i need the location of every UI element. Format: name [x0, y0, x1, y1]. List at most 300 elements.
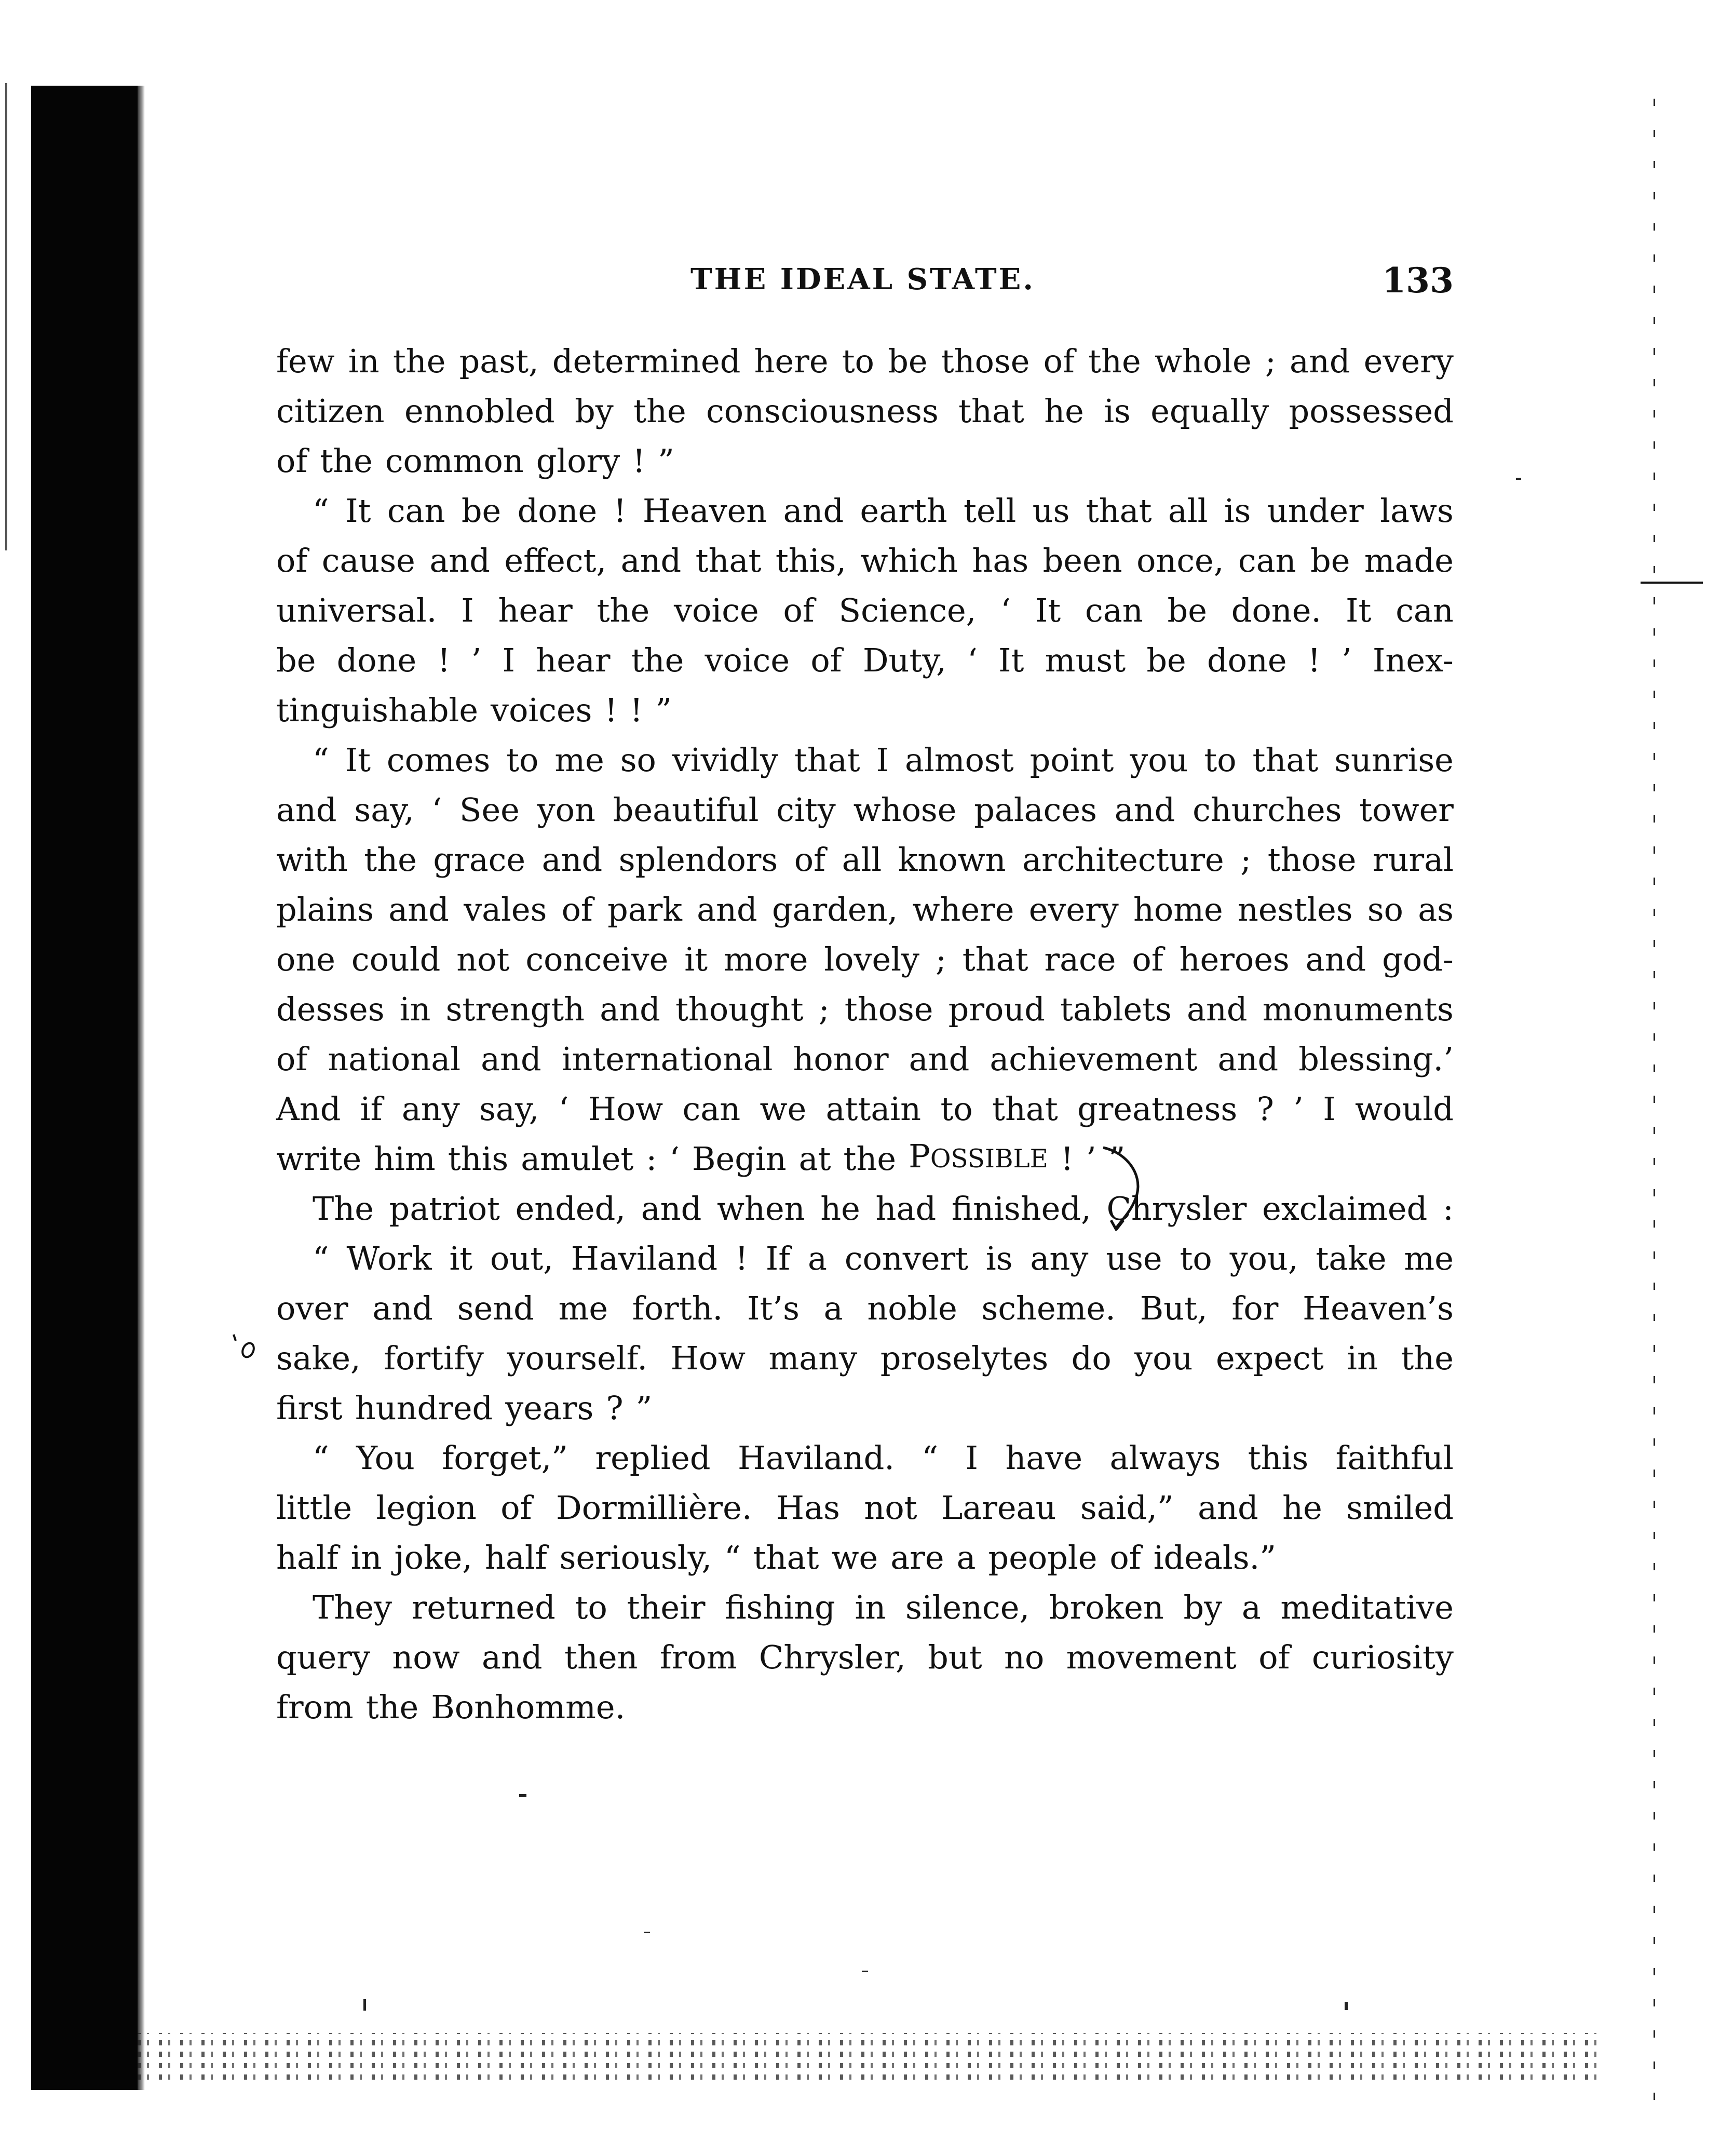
word: !	[630, 691, 643, 729]
word: can	[1238, 542, 1296, 580]
word: all	[1168, 492, 1208, 530]
word: point	[1029, 741, 1114, 779]
word: Duty,	[862, 641, 946, 679]
word: would	[1355, 1090, 1454, 1128]
word: ”	[1108, 1140, 1126, 1178]
word: Science,	[838, 591, 977, 629]
word: hear	[498, 591, 573, 629]
text-line	[276, 685, 1454, 735]
word: can	[682, 1090, 741, 1128]
word: of	[1132, 940, 1163, 978]
word: “	[313, 741, 329, 779]
word: churches	[1193, 791, 1342, 829]
word: Dormillière.	[556, 1489, 752, 1527]
word: and	[276, 791, 337, 829]
word: seriously,	[559, 1539, 712, 1576]
word: that	[695, 542, 762, 580]
word: query	[276, 1638, 370, 1676]
text-line	[276, 1184, 1454, 1234]
word: honor	[793, 1040, 889, 1078]
word: Haviland	[571, 1239, 718, 1277]
word: be	[1167, 591, 1207, 629]
word: I	[876, 741, 889, 779]
word: POSSIBLE	[909, 1137, 1048, 1175]
word: we	[831, 1539, 878, 1576]
word: to	[1180, 1239, 1212, 1277]
text-line	[276, 1633, 1454, 1682]
word: be	[1310, 542, 1350, 580]
word: known	[898, 841, 1006, 879]
word: exclaimed	[1262, 1190, 1428, 1228]
scan-speck	[644, 1932, 650, 1933]
right-edge-mark	[1641, 582, 1703, 584]
word: I	[965, 1439, 979, 1477]
page-number: 133	[1382, 260, 1454, 301]
word: splendors	[618, 841, 778, 879]
word: meditative	[1280, 1588, 1454, 1626]
word: god-	[1382, 940, 1454, 978]
word: can	[1396, 591, 1454, 629]
word: and	[1305, 940, 1366, 978]
word: is	[1224, 492, 1251, 530]
word: had	[875, 1190, 937, 1228]
word: ?	[1256, 1090, 1274, 1128]
word: tablets	[1060, 990, 1172, 1028]
word: Lareau	[941, 1489, 1056, 1527]
word: “	[724, 1539, 741, 1576]
word: ;	[818, 990, 830, 1028]
text-line	[276, 1084, 1454, 1134]
word: use	[1106, 1239, 1162, 1277]
word: has	[972, 542, 1029, 580]
word: so	[620, 741, 656, 779]
word: no	[1004, 1638, 1045, 1676]
word: !	[735, 1239, 748, 1277]
word: nestles	[1237, 891, 1353, 928]
word: tinguishable	[276, 691, 479, 729]
word: ’	[1293, 1090, 1304, 1128]
word: as	[1418, 891, 1454, 928]
word: proselytes	[880, 1339, 1049, 1377]
word: in	[855, 1588, 886, 1626]
text-line	[276, 985, 1454, 1034]
word: sake,	[276, 1339, 361, 1377]
word: legion	[376, 1489, 477, 1527]
word: all	[842, 841, 882, 879]
word: How	[670, 1339, 746, 1377]
word: expect	[1215, 1339, 1324, 1377]
word: race	[1044, 940, 1116, 978]
text-line	[276, 1682, 1454, 1732]
word: and	[388, 891, 449, 928]
word: be	[888, 342, 928, 380]
text-line	[276, 1383, 1454, 1433]
word: and	[372, 1289, 433, 1327]
word: any	[1030, 1239, 1089, 1277]
word: done.	[1231, 591, 1322, 629]
word: !	[1307, 641, 1321, 679]
word: sunrise	[1334, 741, 1454, 779]
word: I	[461, 591, 474, 629]
word: ;	[1265, 342, 1276, 380]
word: be	[1146, 641, 1186, 679]
word: any	[401, 1090, 460, 1128]
word: and	[482, 1638, 543, 1676]
word: that	[992, 1090, 1058, 1128]
word: now	[392, 1638, 460, 1676]
word: hear	[536, 641, 611, 679]
word: under	[1267, 492, 1364, 530]
word: and	[429, 542, 490, 580]
word: the	[597, 591, 650, 629]
word: one	[276, 940, 335, 978]
word: ‘	[558, 1090, 569, 1128]
word: but	[928, 1638, 982, 1676]
word: broken	[1049, 1588, 1164, 1626]
word: in	[399, 990, 431, 1028]
word: do	[1071, 1339, 1112, 1377]
word: ”	[635, 1389, 653, 1427]
word: that	[1086, 492, 1152, 530]
word: conceive	[525, 940, 669, 978]
word: determined	[552, 342, 741, 380]
body-text	[276, 336, 1454, 1732]
word: once,	[1136, 542, 1224, 580]
word: convert	[844, 1239, 969, 1277]
word: of	[1109, 1539, 1141, 1576]
word: The	[313, 1190, 374, 1228]
word: of	[276, 442, 308, 480]
word: always	[1109, 1439, 1221, 1477]
word: that	[962, 940, 1028, 978]
word: !	[632, 442, 646, 480]
word: this	[448, 1140, 509, 1178]
word: city	[776, 791, 836, 829]
word: effect,	[504, 542, 607, 580]
word: silence,	[905, 1588, 1030, 1626]
word: Chrysler,	[758, 1638, 906, 1676]
text-line	[276, 885, 1454, 935]
page-edge-line	[5, 83, 7, 550]
word: he	[1282, 1489, 1322, 1527]
word: of	[810, 641, 842, 679]
bottom-page-edge-noise	[138, 2033, 1602, 2080]
word: out,	[490, 1239, 553, 1277]
word: equally	[1150, 392, 1269, 430]
text-line	[276, 486, 1454, 536]
word: finished,	[951, 1190, 1091, 1228]
word: And	[276, 1090, 341, 1128]
word: plains	[276, 891, 374, 928]
text-line	[276, 1583, 1454, 1633]
word: every	[1028, 891, 1119, 928]
word: greatness	[1077, 1090, 1238, 1128]
word: not	[456, 940, 510, 978]
word: amulet	[521, 1140, 634, 1178]
word: take	[1316, 1239, 1387, 1277]
word: from	[276, 1688, 354, 1726]
word: by	[1183, 1588, 1223, 1626]
word: “	[313, 1439, 329, 1477]
word: to	[506, 741, 539, 779]
text-line	[276, 586, 1454, 636]
word: Haviland.	[737, 1439, 895, 1477]
word: voice	[674, 591, 759, 629]
word: universal.	[276, 591, 437, 629]
word: I	[1323, 1090, 1336, 1128]
word: half	[484, 1539, 547, 1576]
word: beautiful	[613, 791, 759, 829]
word: ended,	[515, 1190, 626, 1228]
word: monuments	[1262, 990, 1454, 1028]
word: be	[461, 492, 502, 530]
word: ’	[1341, 641, 1352, 679]
word: you,	[1229, 1239, 1298, 1277]
word: joke,	[394, 1539, 472, 1576]
word: national	[328, 1040, 461, 1078]
word: for	[1231, 1289, 1279, 1327]
word: that	[794, 741, 860, 779]
word: forget,”	[442, 1439, 568, 1477]
word: “	[922, 1439, 939, 1477]
word: the	[392, 342, 446, 380]
word: ‘	[1000, 591, 1011, 629]
word: It	[345, 741, 371, 779]
word: consciousness	[706, 392, 939, 430]
pencil-annotation-mark	[1101, 1142, 1147, 1231]
text-line	[276, 835, 1454, 885]
word: people	[988, 1539, 1098, 1576]
word: ;	[1240, 841, 1252, 879]
word: and	[1217, 1040, 1279, 1078]
word: yourself.	[507, 1339, 648, 1377]
word: I	[502, 641, 516, 679]
word: whose	[853, 791, 957, 829]
text-line	[276, 785, 1454, 835]
word: Chrysler	[1106, 1190, 1247, 1228]
word: send	[457, 1289, 534, 1327]
text-line	[276, 1333, 1454, 1383]
word: returned	[411, 1588, 556, 1626]
word: :	[1442, 1190, 1454, 1228]
scan-speck	[1516, 478, 1521, 480]
word: the	[633, 392, 686, 430]
word: say,	[479, 1090, 539, 1128]
word: ‘	[669, 1140, 680, 1178]
text-line	[276, 1284, 1454, 1333]
word: It’s	[747, 1289, 800, 1327]
word: write	[276, 1140, 362, 1178]
word: and	[783, 492, 844, 530]
word: vividly	[672, 741, 779, 779]
word: then	[564, 1638, 638, 1676]
word: to	[575, 1588, 607, 1626]
word: whole	[1154, 342, 1252, 380]
word: You	[356, 1439, 415, 1477]
word: Work	[346, 1239, 432, 1277]
word: lovely	[824, 940, 920, 978]
word: blessing.’	[1298, 1040, 1454, 1078]
word: fortify	[384, 1339, 484, 1377]
book-binding-shadow	[31, 86, 138, 2090]
word: be	[276, 641, 316, 679]
word: and	[641, 1190, 702, 1228]
word: you	[1130, 741, 1188, 779]
word: and	[909, 1040, 970, 1078]
word: strength	[445, 990, 585, 1028]
word: a	[956, 1539, 976, 1576]
word: and	[697, 891, 757, 928]
word: ”	[655, 691, 672, 729]
word: achievement	[990, 1040, 1198, 1078]
word: tell	[964, 492, 1017, 530]
word: architecture	[1022, 841, 1224, 879]
word: in	[348, 342, 380, 380]
word: thought	[675, 990, 804, 1028]
word: and	[1114, 791, 1175, 829]
running-title: THE IDEAL STATE.	[690, 262, 1035, 297]
word: “	[313, 492, 329, 530]
word: here	[754, 342, 829, 380]
word: voices	[491, 691, 592, 729]
word: rural	[1372, 841, 1454, 879]
word: yon	[537, 791, 595, 829]
word: and	[481, 1040, 541, 1078]
word: where	[912, 891, 1014, 928]
text-line	[276, 1134, 1454, 1184]
word: patriot	[389, 1190, 500, 1228]
word: this	[1248, 1439, 1309, 1477]
word: are	[890, 1539, 944, 1576]
text-line	[276, 336, 1454, 386]
word: done	[1207, 641, 1287, 679]
word: us	[1032, 492, 1070, 530]
word: earth	[860, 492, 947, 530]
word: almost	[905, 741, 1014, 779]
word: made	[1364, 542, 1454, 580]
word: “	[313, 1239, 329, 1277]
word: those	[844, 990, 933, 1028]
word: a	[823, 1289, 843, 1327]
word: from	[659, 1638, 737, 1676]
word: But,	[1140, 1289, 1208, 1327]
word: me	[554, 741, 604, 779]
word: voice	[705, 641, 790, 679]
text-line	[276, 636, 1454, 685]
word: the	[365, 1688, 419, 1726]
text-line	[276, 1533, 1454, 1583]
word: can	[1085, 591, 1143, 629]
word: few	[276, 342, 335, 380]
word: home	[1133, 891, 1223, 928]
word: !	[613, 492, 627, 530]
word: glory	[536, 442, 620, 480]
word: past,	[459, 342, 539, 380]
word: vales	[464, 891, 547, 928]
word: of	[561, 891, 593, 928]
scan-speck	[519, 1794, 526, 1797]
word: ’	[471, 641, 482, 679]
word: is	[1104, 392, 1131, 430]
word: at	[798, 1140, 831, 1178]
word: Begin	[692, 1140, 787, 1178]
word: him	[374, 1140, 436, 1178]
word: citizen	[276, 392, 385, 430]
word: scheme.	[981, 1289, 1116, 1327]
word: those	[941, 342, 1030, 380]
word: over	[276, 1289, 348, 1327]
word: of	[276, 1040, 308, 1078]
word: to	[842, 342, 875, 380]
word: international	[561, 1040, 773, 1078]
word: attain	[825, 1090, 922, 1128]
word: that	[958, 392, 1024, 430]
word: and	[1198, 1489, 1258, 1527]
scan-speck	[363, 1999, 366, 2011]
word: said,”	[1080, 1489, 1174, 1527]
word: you	[1134, 1339, 1193, 1377]
word: park	[607, 891, 682, 928]
word: !	[1060, 1140, 1074, 1178]
word: not	[864, 1489, 917, 1527]
word: and	[541, 841, 603, 879]
word: tower	[1359, 791, 1454, 829]
text-line	[276, 1034, 1454, 1084]
word: their	[627, 1588, 706, 1626]
word: ‘	[967, 641, 978, 679]
word: those	[1267, 841, 1357, 879]
word: done	[517, 492, 598, 530]
word: the	[843, 1140, 897, 1178]
word: !	[604, 691, 618, 729]
word: first	[276, 1389, 343, 1427]
word: little	[276, 1489, 353, 1527]
word: been	[1042, 542, 1122, 580]
text-line	[276, 735, 1454, 785]
word: :	[646, 1140, 657, 1178]
word: say,	[354, 791, 414, 829]
word: of	[500, 1489, 532, 1527]
word: a	[1241, 1588, 1261, 1626]
word: of	[1043, 342, 1075, 380]
text-line	[276, 436, 1454, 486]
word: laws	[1380, 492, 1454, 530]
word: See	[459, 791, 520, 829]
word: me	[558, 1289, 608, 1327]
word: me	[1404, 1239, 1454, 1277]
word: movement	[1066, 1638, 1237, 1676]
text-line	[276, 1433, 1454, 1483]
word: every	[1363, 342, 1454, 380]
scan-speck	[1345, 2002, 1348, 2010]
word: curiosity	[1311, 1638, 1454, 1676]
margin-pencil-mark	[228, 1329, 260, 1360]
word: noble	[867, 1289, 957, 1327]
word: It	[1345, 591, 1372, 629]
word: the	[631, 641, 684, 679]
word: that	[753, 1539, 819, 1576]
word: replied	[595, 1439, 711, 1477]
word: faithful	[1335, 1439, 1454, 1477]
word: in	[350, 1539, 382, 1576]
word: of	[794, 841, 826, 879]
word: heroes	[1179, 940, 1290, 978]
word: hundred	[355, 1389, 493, 1427]
word: If	[765, 1239, 791, 1277]
word: of	[276, 542, 308, 580]
word: he	[1044, 392, 1084, 430]
word: and	[620, 542, 682, 580]
